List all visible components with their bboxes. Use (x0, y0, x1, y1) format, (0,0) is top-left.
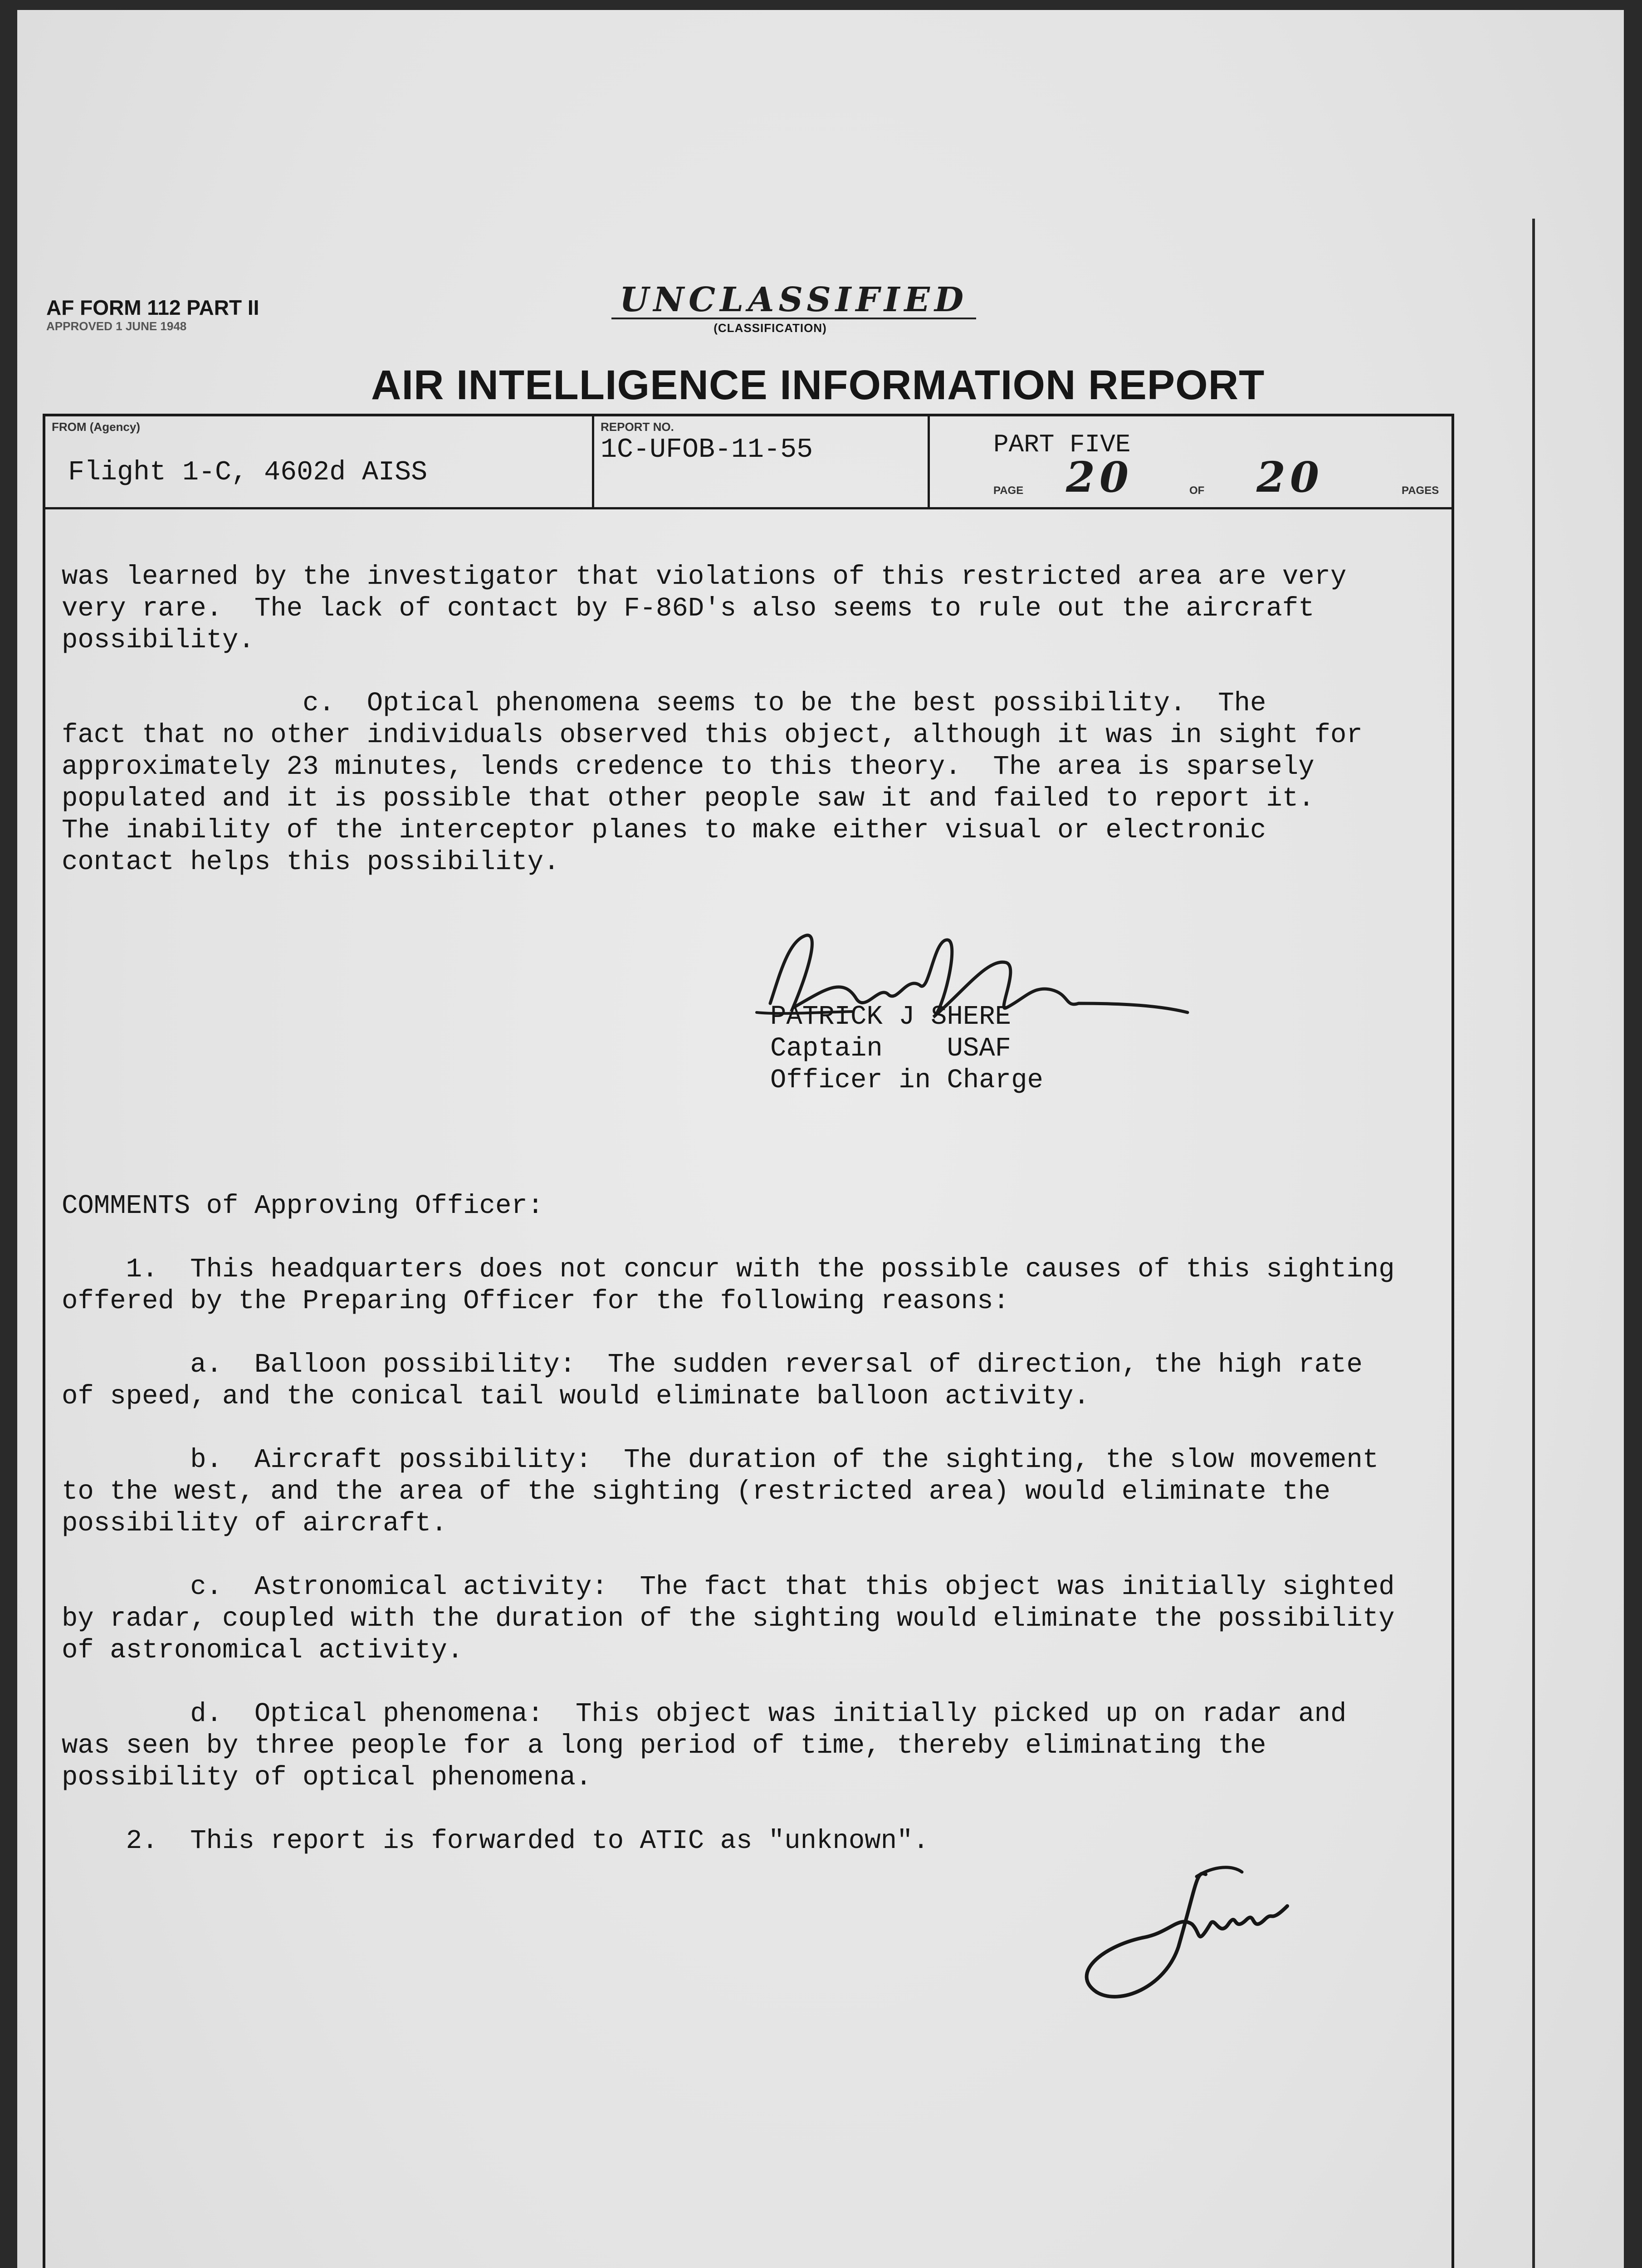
comment-line: b. Aircraft possibility: The duration of the sighting, the slow movement (62, 1445, 1379, 1475)
from-cell (45, 416, 594, 507)
body-line: approximately 23 minutes, lends credence to this theory. The area is sparsely (62, 752, 1315, 782)
comments-heading: COMMENTS of Approving Officer: (62, 1191, 544, 1221)
body-line: was learned by the investigator that violations of this restricted area are very (62, 562, 1347, 592)
body-paragraph-1 (62, 561, 1346, 656)
form-date: APPROVED 1 JUNE 1948 (46, 319, 187, 333)
body-line: possibility. (62, 625, 254, 655)
document-sheet (17, 10, 1624, 2268)
page-number: 20 (1066, 453, 1134, 502)
part-value: PART FIVE (993, 430, 1131, 459)
report-no-label: REPORT NO. (601, 420, 674, 434)
comment-line: by radar, coupled with the duration of the sighting would eliminate the possibility (62, 1603, 1395, 1634)
header-row (45, 416, 1451, 509)
comment-line: of astronomical activity. (62, 1635, 464, 1666)
report-no-cell (594, 416, 930, 507)
comment-line: possibility of optical phenomena. (62, 1762, 592, 1793)
classification-top-label: (CLASSIFICATION) (713, 321, 827, 335)
signature-block (770, 1001, 1043, 1096)
comment-line: d. Optical phenomena: This object was initially picked up on radar and (62, 1699, 1347, 1729)
comment-line: 1. This headquarters does not concur with the possible causes of this sighting (62, 1254, 1395, 1285)
from-value: Flight 1-C, 4602d AISS (68, 457, 428, 488)
page-label: PAGE (993, 484, 1024, 497)
comment-line: 2. This report is forwarded to ATIC as "unknown". (62, 1826, 929, 1856)
total-pages: 20 (1256, 453, 1324, 502)
body-line: very rare. The lack of contact by F-86D's also seems to rule out the aircraft (62, 593, 1315, 624)
comment-line: c. Astronomical activity: The fact that this object was initially sighted (62, 1572, 1395, 1602)
signer-position: Officer in Charge (770, 1065, 1043, 1095)
comment-line: possibility of aircraft. (62, 1508, 447, 1539)
classification-top (611, 280, 968, 335)
signer-name: PATRICK J SHERE (770, 1002, 1012, 1032)
from-label: FROM (Agency) (52, 420, 140, 434)
comments-section (62, 1190, 1395, 1857)
comment-line: of speed, and the conical tail would eliminate balloon activity. (62, 1381, 1090, 1412)
body-line: contact helps this possibility. (62, 847, 560, 877)
comment-line: to the west, and the area of the sighting (restricted area) would eliminate the (62, 1476, 1331, 1507)
report-no-value: 1C-UFOB-11-55 (601, 435, 813, 465)
comment-line: a. Balloon possibility: The sudden reversal of direction, the high rate (62, 1349, 1363, 1380)
page-cell (930, 416, 1451, 507)
of-label: OF (1189, 484, 1205, 497)
form-number-text: AF FORM 112 PART II (46, 296, 259, 319)
classification-top-handwritten: UNCLASSIFIED (611, 282, 976, 319)
form-number (46, 296, 259, 333)
report-title: AIR INTELLIGENCE INFORMATION REPORT (371, 362, 1265, 408)
signer-rank: Captain USAF (770, 1033, 1012, 1064)
comment-line: offered by the Preparing Officer for the following reasons: (62, 1286, 1009, 1316)
scan-edge-line (1532, 219, 1535, 2268)
body-line: c. Optical phenomena seems to be the best possibility. The (62, 688, 1266, 719)
body-line: The inability of the interceptor planes to make either visual or electronic (62, 815, 1266, 846)
pages-label: PAGES (1402, 484, 1439, 497)
approving-initials-image (1060, 1856, 1315, 2019)
body-line: fact that no other individuals observed this object, although it was in sight for (62, 720, 1363, 750)
body-line: populated and it is possible that other people saw it and failed to report it. (62, 783, 1315, 814)
comment-line: was seen by three people for a long period of time, thereby eliminating the (62, 1730, 1266, 1761)
body-paragraph-2 (62, 688, 1363, 878)
